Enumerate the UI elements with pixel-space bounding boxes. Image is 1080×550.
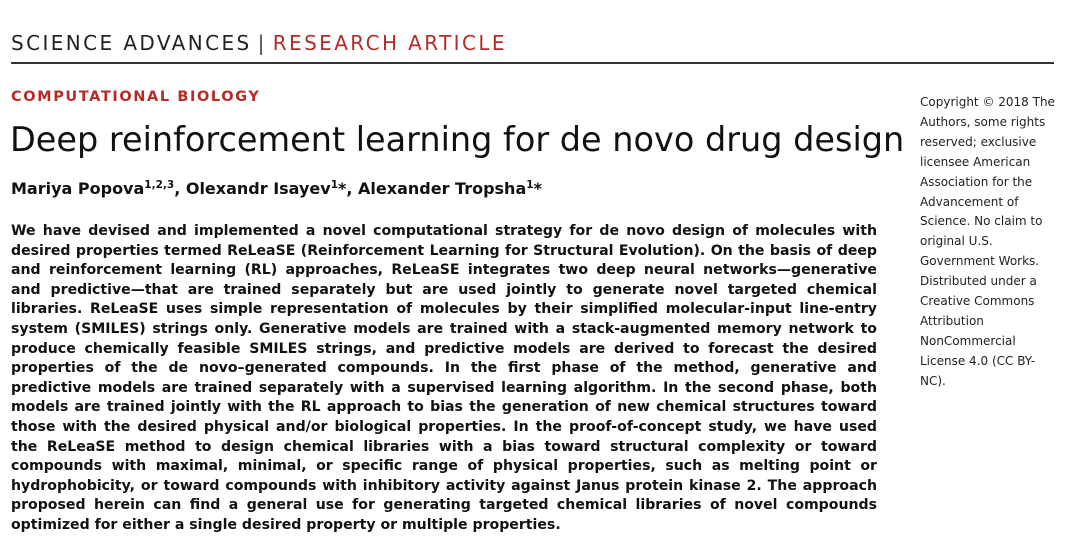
author-name[interactable]: Mariya Popova	[11, 179, 145, 198]
journal-name: SCIENCE ADVANCES	[11, 31, 252, 55]
journal-header	[11, 31, 1054, 64]
author-affiliation: 1	[526, 179, 534, 191]
author-list	[11, 179, 542, 198]
author-name[interactable]: Alexander Tropsha	[358, 179, 527, 198]
copyright-notice: Copyright © 2018 The Authors, some rights reserved; exclusive licensee American Association for the Advancement of Science. No claim to original U.S. Government Works. Distributed under a Creative Commons Attribution NonCommercial License 4.0 (CC BY-NC).	[920, 95, 1055, 388]
article-type: RESEARCH ARTICLE	[272, 31, 507, 55]
corresponding-marker: *	[338, 179, 347, 198]
author-separator: ,	[346, 179, 359, 198]
author-affiliation: 1,2,3	[144, 179, 175, 191]
author-separator: ,	[174, 179, 186, 198]
abstract: We have devised and implemented a novel computational strategy for de novo design of molecules with desired properties termed ReLeaSE (Reinforcement Learning for Structural Evolution). On the basis of deep and reinforcement learning (RL) approaches, ReLeaSE integrates two deep neural networks—generative and predictive—that are trained separately but are used jointly to generate novel targeted chemical libraries. ReLeaSE uses simple representation of molecules by their simplified molecular-input line-entry system (SMILES) strings only. Generative models are trained with a stack-augmented memory network to produce chemically feasible SMILES strings, and predictive models are derived to forecast the desired properties of the de novo–generated compounds. In the first phase of the method, generative and predictive models are trained separately with a supervised learning algorithm. In the second phase, both models are trained jointly with the RL approach to bias the generation of new chemical structures toward those with the desired physical and/or biological properties. In the proof-of-concept study, we have used the ReLeaSE method to design chemical libraries with a bias toward structural complexity or toward compounds with maximal, minimal, or specific range of physical properties, such as melting point or hydrophobicity, or toward compounds with inhibitory activity against Janus protein kinase 2. The approach proposed herein can find a general use for generating targeted chemical libraries of novel compounds optimized for either a single desired property or multiple properties.	[11, 223, 877, 533]
author-affiliation: 1	[330, 179, 339, 191]
section-label: COMPUTATIONAL BIOLOGY	[11, 89, 261, 105]
author-name[interactable]: Olexandr Isayev	[185, 179, 331, 198]
header-separator: |	[257, 31, 267, 55]
article-title: Deep reinforcement learning for de novo drug design	[10, 120, 905, 159]
corresponding-marker: *	[533, 179, 542, 198]
